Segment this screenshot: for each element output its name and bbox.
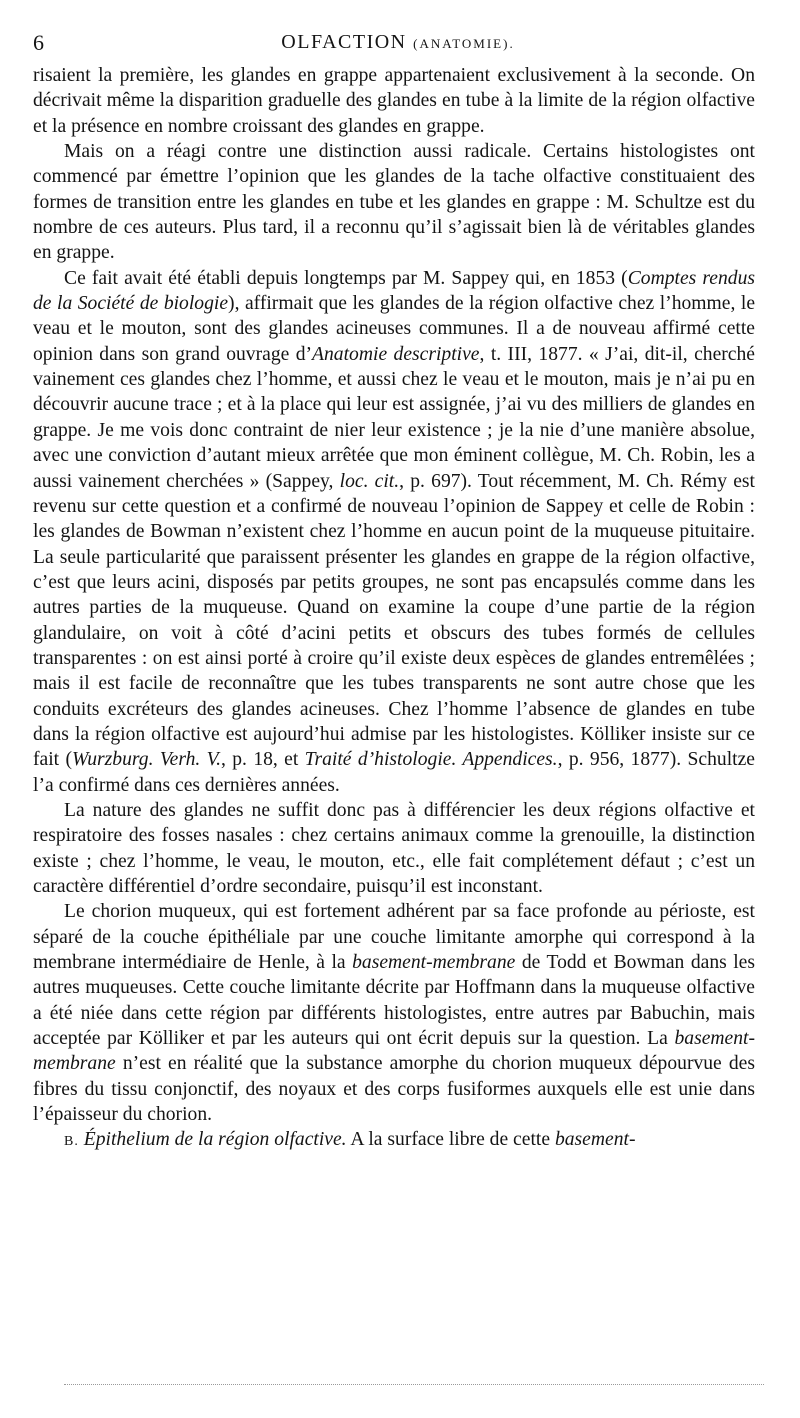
italic-run: basement-membrane <box>33 1028 755 1075</box>
italic-run: Traité d’histologie. Appendices. <box>304 749 558 771</box>
text-run: risaient la première, les glandes en grappe appartenaient exclusivement à la seconde. On décrivait même la disparition graduelle des glandes en tube à la limite de la région olfactive et la présence en nombre croissant des glandes en grappe. <box>33 65 755 137</box>
body-text <box>33 63 755 1155</box>
italic-run: basement-membrane <box>352 952 516 974</box>
text-run: La nature des glandes ne suffit donc pas à différencier les deux régions olfactive et respiratoire des fosses nasales : chez certains animaux comme la grenouille, la distinction existe ; chez l’homme, le veau, le mouton, etc., elle fait complétement défaut ; c’est un caractère différentiel d’ordre secondaire, puisqu’il est inconstant. <box>33 799 755 897</box>
paragraph-nature-of-glands <box>33 798 755 899</box>
running-head-subtitle: (ANATOMIE). <box>413 36 515 51</box>
italic-run: Comptes rendus de la Société de biologie <box>33 267 756 315</box>
text-run: , p. 956, 1877). Schultze l’a confirmé dans ces dernières années. <box>33 749 755 796</box>
paragraph-chorion-muqueux <box>33 899 755 1127</box>
italic-run: Wurzburg. Verh. V. <box>72 749 221 771</box>
text-run: , p. 697). Tout récemment, M. Ch. Rémy est revenu sur cette question et a confirmé de nouveau l’opinion de Sappey et celle de Robin : les glandes de Bowman n’existent chez l’homme en aucun point de la muqueuse pituitaire. La seule particularité que paraissent présenter les glandes en grappe de la région olfactive, c’est que leurs acini, disposés par petits groupes, ne sont pas encapsulés comme dans les autres parties de la muqueuse. Quand on examine la coupe d’une partie de la région glandulaire, on voit à côté d’acini petits et obscurs des tubes formés de cellules transparentes : on est ainsi porté à croire qu’il existe deux espèces de glandes entremêlées ; mais il est facile de reconnaître que les tubes transparents ne sont autre chose que les conduits excréteurs des glandes acineuses. Chez l’homme l’absence de glandes en tube dans la région olfactive est aujourd’hui admise par les histologistes. Kölliker insiste sur ce fait ( <box>33 470 755 771</box>
text-run: Mais on a réagi contre une distinction aussi radicale. Certains histologistes ont commencé par émettre l’opinion que les glandes de la tache olfactive constituaient des formes de transition entre les glandes en tube et les glandes en grappe : M. Schultze est du nombre de ces auteurs. Plus tard, il a reconnu qu’il s’agissait bien là de véritables glandes en grappe. <box>33 141 755 264</box>
text-run: A la surface libre de cette <box>346 1129 555 1151</box>
running-head <box>33 31 763 54</box>
italic-run: loc. cit. <box>339 470 400 492</box>
text-run: Le chorion muqueux, qui est fortement adhérent par sa face profonde au périoste, est séparé de la couche épithéliale par une couche limitante amorphe qui correspond à la membrane intermédiaire de Henle, à la <box>33 901 755 974</box>
paragraph-continuation <box>33 63 755 139</box>
section-letter: B. <box>64 1134 79 1150</box>
text-run: Ce fait avait été établi depuis longtemps par M. Sappey qui, en 1853 ( <box>64 267 628 289</box>
text-run: n’est en réalité que la substance amorphe du chorion muqueux dépourvue des fibres du tissu conjonctif, des noyaux et des corps fusiformes auxquels elle est unie dans l’épaisseur du chorion. <box>33 1053 755 1126</box>
italic-run: Épithelium de la région olfactive. <box>83 1129 347 1151</box>
paragraph-sappey-observation <box>33 266 755 798</box>
text-run: , p. 18, et <box>221 749 305 771</box>
text-run: , t. III, 1877. « J’ai, dit-il, cherché vainement ces glandes chez l’homme, et aussi chez le veau et le mouton, mais je n’ai pu en découvrir aucune trace ; et à la place qui leur est assignée, j’ai vu des milliers de glandes en grappe. Je me vois donc contraint de nier leur existence ; je la nie d’une manière absolue, avec une conviction d’autant mieux arrêtée que mon éminent collègue, M. Ch. Robin, les a aussi vainement cherchées » (Sappey, <box>33 343 755 492</box>
bottom-rule <box>64 1384 764 1385</box>
paragraph-radical-distinction <box>33 139 755 266</box>
page-number: 6 <box>33 30 44 55</box>
italic-run: Anatomie descriptive <box>312 343 480 365</box>
italic-run: basement- <box>554 1129 636 1151</box>
page-header <box>33 30 763 60</box>
paragraph-epithelium-heading <box>33 1127 755 1154</box>
text-run: ), affirmait que les glandes de la région olfactive chez l’homme, le veau et le mouton, sont des glandes acineuses communes. Il a de nouveau affirmé cette opinion dans son grand ouvrage d’ <box>33 293 756 365</box>
text-run: de Todd et Bowman dans les autres muqueuses. Cette couche limitante décrite par Hoffmann dans la muqueuse olfactive a été niée dans cette région par différents histologistes, entre autres par Babuchin, mais acceptée par Kölliker et par les auteurs qui ont écrit depuis sur la question. La <box>33 952 756 1050</box>
running-head-title: OLFACTION <box>281 31 407 53</box>
